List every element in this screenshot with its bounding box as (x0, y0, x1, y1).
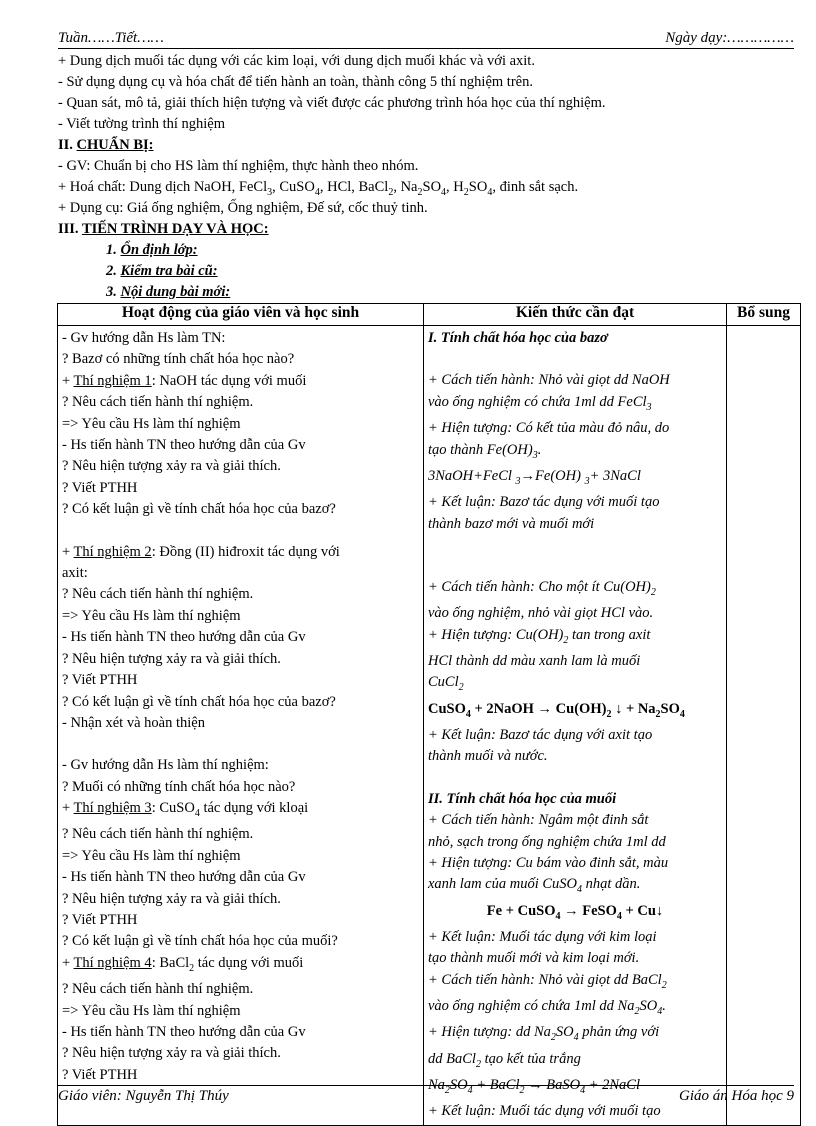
prep-chemicals-line: + Hoá chất: Dung dịch NaOH, FeCl$_3$, CuSO$_4$, HCl, BaCl$_2$, $Na_2SO_4$, $H_2SO_4$, đinh sắt sạch. (58, 179, 579, 198)
page-footer (58, 1085, 794, 1106)
subheading-class-stabilize: 1. Ổn định lớp: (106, 242, 198, 258)
footer-subject: Giáo án Hóa học 9 (679, 1088, 794, 1104)
activities-cell: - Gv hướng dẫn Hs làm TN: ? Bazơ có những tính chất hóa học nào? + Thí nghiệm 1: NaOH tác dụng với muối ? Nêu cách tiến hành thí nghiệm. => Yêu cầu Hs làm thí nghiệm - Hs tiến hành TN theo hướng dẫn của Gv ? Nêu hiện tượng xảy ra và giải thích. ? Viết PTHH ? Có kết luận gì về tính chất hóa học của bazơ? + Thí nghiệm 2: Đồng (II) hiđroxit tác dụng với axit: ? Nêu cách tiến hành thí nghiệm. => Yêu cầu Hs làm thí nghiệm - Hs tiến hành TN theo hướng dẫn của Gv ? Nêu hiện tượng xảy ra và giải thích. ? Viết PTHH ? Có kết luận gì về tính chất hóa học của bazơ? - Nhận xét và hoàn thiện - Gv hướng dẫn Hs làm thí nghiệm: ? Muối có những tính chất hóa học nào? + Thí nghiệm 3: CuSO$_4$ tác dụng với kloại ? Nêu cách tiến hành thí nghiệm. => Yêu cầu Hs làm thí nghiệm - Hs tiến hành TN theo hướng dẫn của Gv ? Nêu hiện tượng xảy ra và giải thích. ? Viết PTHH ? Có kết luận gì về tính chất hóa học của muối? + Thí nghiệm 4: BaCl$_2$ tác dụng với muối ? Nêu cách tiến hành thí nghiệm. => Yêu cầu Hs làm thí nghiệm - Hs tiến hành TN theo hướng dẫn của Gv ? Nêu hiện tượng xảy ra và giải thích. ? Viết PTHH (58, 326, 424, 1126)
subheading-review: 2. Kiểm tra bài cũ: (106, 263, 218, 279)
table-row (58, 326, 801, 1126)
page-header (58, 30, 794, 49)
objective-line: - Sử dụng dụng cụ và hóa chất để tiến hành an toàn, thành công 5 thí nghiệm trên. (58, 74, 533, 90)
objective-line: - Viết tường trình thí nghiệm (58, 116, 226, 132)
table-header-row (58, 304, 801, 326)
prep-teacher-line: - GV: Chuẩn bị cho HS làm thí nghiệm, thực hành theo nhóm. (58, 158, 419, 174)
section-heading-preparation: II. CHUẨN BỊ: (58, 137, 154, 153)
objective-line: + Dung dịch muối tác dụng với các kim loại, với dung dịch muối khác và với axit. (58, 53, 535, 69)
knowledge-cell: I. Tính chất hóa học của bazơ + Cách tiến hành: Nhỏ vài giọt dd NaOH vào ống nghiệm có chứa 1ml dd FeCl$_3$ + Hiện tượng: Có kết tủa màu đỏ nâu, do tạo thành $Fe(OH)_3$. 3NaOH+FeCl $_3$→Fe(OH) $_3$+ 3NaCl + Kết luận: Bazơ tác dụng với muối tạo thành bazơ mới và muối mới + Cách tiến hành: Cho một ít $Cu(OH)_2$ vào ống nghiệm, nhỏ vài giọt HCl vào. + Hiện tượng: $Cu(OH)_2$ tan trong axit HCl thành dd màu xanh lam là muối CuCl$_2$ CuSO$_4$ + 2NaOH → $Cu(OH)_2$ ↓ + $Na_2SO_4$ + Kết luận: Bazơ tác dụng với axit tạo thành muối và nước. II. Tính chất hóa học của muối + Cách tiến hành: Ngâm một đinh sắt nhỏ, sạch trong ống nghiệm chứa 1ml dd + Hiện tượng: Cu bám vào đinh sắt, màu xanh lam của muối CuSO$_4$ nhạt dần. Fe + CuSO$_4$ → FeSO$_4$ + Cu↓ + Kết luận: Muối tác dụng với kim loại tạo thành muối mới và kim loại mới. + Cách tiến hành: Nhỏ vài giọt dd BaCl$_2$ vào ống nghiệm có chứa 1ml dd $Na_2SO_4$. + Hiện tượng: dd $Na_2SO_4$ phản ứng với dd BaCl$_2$ tạo kết tủa trắng $Na_2SO_4$ + BaCl$_2$ → BaSO$_4$ + 2NaCl + Kết luận: Muối tác dụng với muối tạo (424, 326, 727, 1126)
header-knowledge: Kiến thức cần đạt (424, 304, 727, 326)
footer-teacher: Giáo viên: Nguyễn Thị Thúy (58, 1088, 229, 1104)
prep-equipment-line: + Dụng cụ: Giá ống nghiệm, Ống nghiệm, Đế sứ, cốc thuỷ tinh. (58, 200, 428, 216)
header-week-period: Tuần……Tiết…… (58, 30, 164, 46)
subheading-new-content: 3. Nội dung bài mới: (106, 284, 231, 300)
section-heading-process: III. TIẾN TRÌNH DẠY VÀ HỌC: (58, 221, 269, 237)
header-teaching-date: Ngày dạy:…………… (665, 30, 794, 46)
header-supplement: Bổ sung (727, 304, 801, 326)
objective-line: - Quan sát, mô tả, giải thích hiện tượng và viết được các phương trình hóa học của thí nghiệm. (58, 95, 606, 111)
supplement-cell (727, 326, 801, 1126)
header-activities: Hoạt động của giáo viên và học sinh (58, 304, 424, 326)
lesson-table (57, 303, 801, 1126)
intro-section (58, 51, 798, 303)
